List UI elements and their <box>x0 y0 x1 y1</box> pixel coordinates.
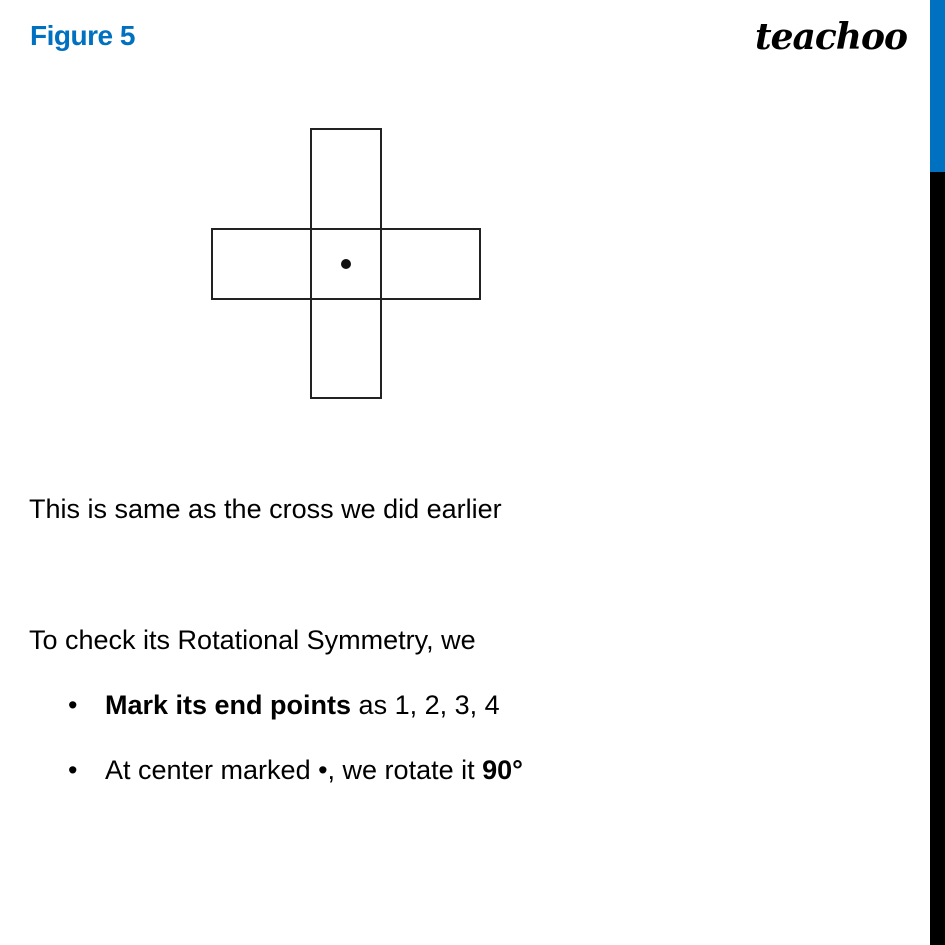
bullet-text: as 1, 2, 3, 4 <box>351 690 500 720</box>
bullet-text: At center marked •, we rotate it <box>105 755 483 785</box>
instruction-text: To check its Rotational Symmetry, we <box>29 625 476 655</box>
statement-text: This is same as the cross we did earlier <box>29 494 502 524</box>
bullet-bold-text: Mark its end points <box>105 690 352 720</box>
figure-title: Figure 5 <box>30 20 135 51</box>
bullet-bold-text: 90° <box>482 755 523 785</box>
center-dot <box>341 259 351 269</box>
list-item <box>68 755 523 786</box>
bullet-icon: • <box>68 690 78 720</box>
teachoo-logo: teachoo <box>755 16 907 58</box>
bullet-icon: • <box>68 755 78 785</box>
list-item <box>68 690 500 721</box>
